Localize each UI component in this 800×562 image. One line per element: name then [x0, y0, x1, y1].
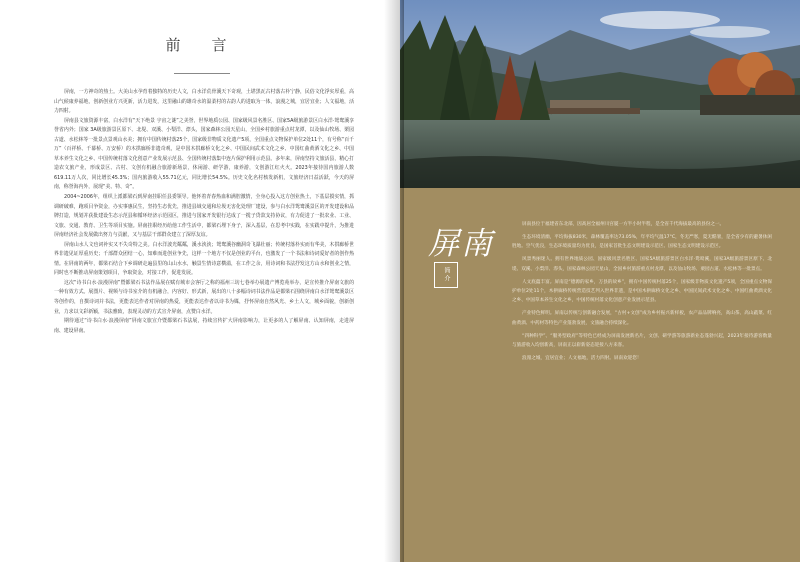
intro-paragraph: “四种科学”、“服务型政府”等特色已经成为屏南发展新名片，文创、研学游等旅游新业态蓬勃兴起，2023年接待游客数量与旅游收入均创新高，屏南正以崭新姿态迎接八方来客。	[512, 333, 772, 348]
preface-paragraph: 屏南山水人文也词补实又不失奇特之美。白水洋波光粼粼，溪水浃浃；鸳鸯溪谷幽洞奇飞瀑壮丽；传统村落朴实而有华美，木拱廊桥世界非遗见证厚重历史；千部群众团结一心，知难而进创业争先，这样一个地方不仅是创业的平台，也激发了一个书法和诗词爱好者的创作热情。在屏南的两年，都梁石结合下乡调研走遍县里的山山水水，触景生情诗意横溢，在工作之余，用诗词和书法抒发这方山水和创业之情，同时也不断推动屏南策划项目，争取资金，对接工作，促进发展。	[54, 241, 354, 277]
intro-paragraph: 人文底蕴丰富。屏南是“德源的家乡，万县的故乡”，拥有中国传统村落25个，国家级非物质文化遗产5项，全国重点文物保护单位2处11个，木拱廊桥传统营造技艺列入世界非遗，是中国木拱廊桥文化之乡、中国民间武术文化之乡、中国红曲黄酒文化之乡、中国草本养生文化之乡，中国传统村落文化创意产业发展示范县。	[512, 279, 772, 304]
preface-paragraph: 屏南，一方神奇的热土。大美山水孕育着独特的历史人文，白水洋荒骨溪天下奇观，土堪黑瓦古村落古朴宁静，民俗文化浮实厚重，高山气候康养福地，创新创业方兴更新，活力进发，这里融山的雄奇水的温柔村的古韵人的进取为一体，浪漫之城，宜居宜业；人文福地，活力四射。	[54, 89, 354, 115]
page-fold-shadow	[384, 0, 404, 562]
intro-body	[512, 220, 772, 550]
preface-paragraph: 屏南县文旅资源丰富，白水洋有“天下绝景 宇宙之谜”之美誉，世界地质公园、国家级风景名胜区、国家5A级旅游景区白水洋·鸳鸯溪享誉省内外；国家 3A级旅游景区原下、北堤、双溪、小梨洋、漈头，国家森林公园天星山，全国乡村旅游重点村龙潭，以及仙山牧场、栗园古道、水松林等一批景点景观山水美；拥有中国传统村落25个，国家级非物质文化遗产5项，全国重点文物保护单位2处11个，有号称“百千万”（百祥桥、千幕桥、万安桥）的木拱廊桥非遗奇观，是中国木拱廊桥文化之乡、中国民间武术文化之乡、中国红曲黄酒文化之乡、中国草本养生文化之乡、中国传统村落文化创意产业发展示范县、全国传统村落集中连片保护利用示范县。多年来，屏南坚持文旅活县，精心打造农文旅产业，形成景区、古村、文创有机融合旅游新场景，休闲游、研学游，康养游，文创游江红火火。2023年接待国内旅游人数619.11万人次，同比增长45.3%；国内旅游收入55.71亿元，同比增长54.5%。历史文化名村核发新机，文旅经济日益活跃，今天的屏南，称誉海内外，展现“美、特、奇”。	[54, 117, 354, 191]
village-landscape-photo	[400, 0, 800, 188]
pingnan-title: 屏南	[428, 226, 494, 262]
preface-title: 前 言	[165, 36, 235, 54]
preface-paragraph: 2004~2006年，组织上派都梁石到屏南挂职任县委领导。他怀着青春热血和满腔激情，全身心投入这方创业热土，下基层摸实情，抓调研破难，跑项目争资金，办实事惠民生，坚持生态优先，推进县域交通和垃圾无害化处理厂建设，参与白水洋鸳鸯溪景区的开发建设和品牌打造，规划并获批建设生态示范县和循环经济示范园区，推进与国家开发银行达成了一揽子贷款支持协议，有力促进了一批农业、工业、文旅、交通、教育、卫生等项目实施。屏南挂职经历给他工作生活中，都梁石埋下身子，深入基层，在思考中实践，在实践中提升，为推进屏南经济社会发展做出努力与贡献，又与基层干部群众建立了深厚友谊。	[54, 194, 354, 239]
intro-paragraph: 生态环境清幽，平均海拔830米，森林覆盖率达73.05%，年平均气温17°C，冬无严寒，夏无酷暑，是全省少有的避暑休闲胜地。空气优良，生态环境质量均为优良，是国家首批生态文明建设示范区、国家生态文明建设示范区。	[512, 234, 772, 250]
title-divider	[174, 73, 230, 74]
intro-subtitle: 简介	[434, 262, 458, 288]
intro-paragraph: 浪漫之城，宜居宜业；人文福地，活力四射。屏南欢迎您！	[522, 355, 642, 361]
preface-body	[54, 88, 354, 554]
intro-paragraph: 产业特色鲜明。屏南以传统与创新融合发展，“古村+文创”成为乡村振兴新样板，农产品品牌响亮，高山茶、高山蔬菜、红曲黄酒、中药材等特色产业蓬勃发展，文旅融合持续深化。	[512, 311, 772, 326]
intro-paragraph: 屏南县位于福建省东北部，因高居全福州川宫厦一方半小时半程，是全省千代海拔最高的县份之一。	[522, 222, 725, 227]
preface-paragraph: 这次“诗书白水·浪漫屏南”暨都梁石书法作品展在赋有城市会客厅之称的福州三坊七巷举办展遗产博览苑举办，是宣传推介屏南文旅的一种有效方式。展图片、视频与诗书室介的有机融合，内容好、形式新，展出的八十多幅诗词书法作品是都梁石围绕屏南白水洋鸳鸯溪景区等创作的，自撰诗词并书法，更能表达作者对屏南的热爱，更能表达作者以诗书为媒，抒怀屏南自然风光、乡土人文，城乡面貌，创新创业，力求以文彩新颖，书法雅致，表现灵动的方式宣介屏南，点赞白水洋。	[54, 279, 354, 315]
preface-paragraph: 期待通过“诗书白水·浪漫屏南”屏南文旅宣介暨都梁石书法展，持续宣传扩大屏南影响力，让更多的人了解屏南、认知屏南，走进屏南、建设屏南。	[54, 318, 354, 334]
intro-paragraph: 风景秀丽迷人。拥有世界地质公园、国家级风景名胜区、国家5A级旅游景区白水洋·鸳鸯溪，国家3A级旅游景区原下、北堤、双溪、小梨洋、漈头，国家森林公园天星山，全国乡村旅游重点村龙潭，以及仙山牧场、栗园古道、水松林等一批景点。	[512, 257, 772, 272]
